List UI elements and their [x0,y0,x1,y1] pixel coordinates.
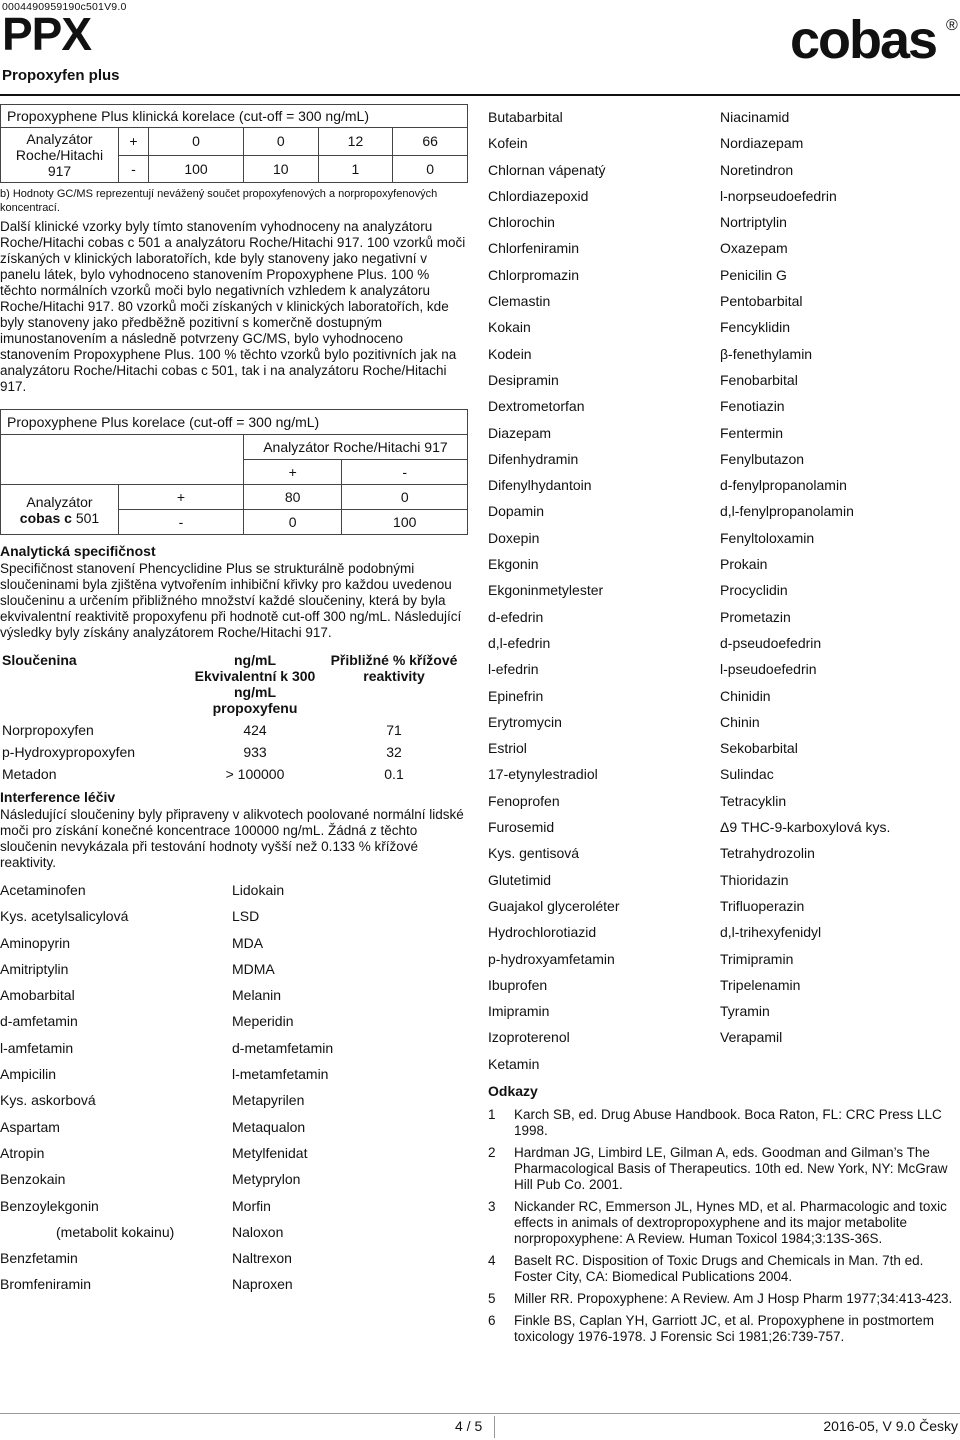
drug-item: Fentermin [720,424,784,441]
drug-item: Tripelenamin [720,976,801,993]
drug-item: Δ9 THC-9-karboxylová kys. [720,819,891,836]
drug-item: Lidokain [232,882,285,898]
clinical-cell: 66 [393,128,468,156]
drug-item: Penicilin G [720,266,787,283]
drug-item: Pentobarbital [720,293,803,310]
drug-item: Aminopyrin [0,934,71,951]
cross-ng: 424 [243,722,267,738]
reference-text: Karch SB, ed. Drug Abuse Handbook. Boca Raton, FL: CRC Press LLC 1998. [514,1106,942,1138]
drug-item: Epinefrin [488,687,544,704]
drug-item: Kofein [488,135,528,152]
reference-text: Miller RR. Propoxyphene: A Review. Am J Hosp Pharm 1977;34:413-423. [514,1290,953,1306]
correlation-sign-plus: + [119,485,244,510]
drug-item: d-pseudoefedrin [720,634,822,651]
drug-item: Sekobarbital [720,740,798,757]
drug-item: Ekgonin [488,556,539,573]
correlation-col-header: Analyzátor Roche/Hitachi 917 [243,435,467,460]
product-name: Propoxyfen plus [2,67,120,84]
drug-item: (metabolit kokainu) [56,1223,175,1240]
reference-item [488,1145,960,1193]
reference-number: 2 [488,1144,496,1160]
correlation-empty-corner [1,435,244,485]
drug-item: Kys. askorbová [0,1092,96,1109]
drug-item: Tetrahydrozolin [720,845,815,862]
drug-item: Bromfeniramin [0,1276,92,1293]
drug-item: Chinin [720,713,760,730]
drug-item: Trifluoperazin [720,897,805,914]
drug-item: LSD [232,908,260,925]
reference-item [488,1253,960,1285]
clinical-sign-plus: + [119,128,149,156]
reference-number: 3 [488,1198,496,1214]
drug-item: Benzoylekgonin [0,1197,99,1214]
document-id: 0004490959190c501V9.0 [2,1,127,13]
drug-item: Ekgoninmetylester [488,582,604,599]
drug-item: Kys. acetylsalicylová [0,908,129,925]
footer-separator [494,1416,495,1438]
left-column [0,104,468,1298]
drug-item: Verapamil [720,1029,783,1046]
clinical-analyzer-label: Analyzátor Roche/Hitachi 917 [1,128,119,183]
cross-pct: 71 [386,722,402,738]
drug-item: Chlorfeniramin [488,240,580,257]
logo-text: cobas [790,10,937,64]
drug-list-right [488,104,960,1077]
clinical-cell: 0 [393,155,468,183]
drug-item: Difenhydramin [488,450,579,467]
clinical-cell: 0 [243,128,318,156]
correlation-row-label [1,485,119,535]
reference-number: 4 [488,1252,496,1268]
clinical-cell: 100 [149,155,244,183]
drug-item: Morfin [232,1197,271,1214]
reference-number: 5 [488,1290,496,1306]
footnote-b: b) Hodnoty GC/MS reprezentují nevážený součet propoxyfenových a norpropoxyfenových koncentrací. [0,188,438,214]
cross-header-ng: ng/mL Ekvivalentní k 300 ng/mL propoxyfenu [194,652,316,716]
correlation-plus-header: + [243,460,342,485]
drug-item: Metaqualon [232,1118,306,1135]
drug-item: Ibuprofen [488,976,548,993]
correlation-cell: 0 [342,485,468,510]
drug-item: MDMA [232,960,275,977]
cross-ng: 933 [243,744,267,760]
reference-number: 1 [488,1106,496,1122]
drug-item: Izoproterenol [488,1029,570,1046]
drug-item: d,l-fenylpropanolamin [720,503,854,520]
interference-text: Následující sloučeniny byly připraveny v alikvotech poolované normální lidské moči pro získání konečné koncentrace 100000 ng/mL. Žádná z těchto sloučenin nevykázala při testování hodnoty vyšší než 0.133 % křížové reaktivity. [0,807,464,870]
drug-item: Niacinamid [720,109,790,125]
reference-item [488,1199,960,1247]
drug-item: Furosemid [488,819,555,836]
drug-item: p-hydroxyamfetamin [488,950,615,967]
correlation-row-label-3: 501 [75,509,100,526]
drug-item: Fenotiazin [720,398,785,415]
correlation-sign-minus: - [119,510,244,535]
drug-item: Kokain [488,319,531,336]
drug-item: Kys. gentisová [488,845,580,862]
drug-item: Amobarbital [0,987,75,1004]
drug-item: Nortriptylin [720,214,787,231]
drug-item: Ketamin [488,1055,540,1072]
cross-pct: 0.1 [384,766,404,782]
drug-item: Metyprylon [232,1171,301,1188]
logo-registered-mark: ® [946,17,958,34]
clinical-cell: 1 [318,155,393,183]
drug-item: Naltrexon [232,1250,292,1267]
drug-list-left [0,877,468,1298]
reference-text: Finkle BS, Caplan YH, Garriott JC, et al. Propoxyphene in postmortem toxicology 1976-1978. J Forensic Sci 1981;26:739-757. [514,1312,934,1344]
drug-item: Aspartam [0,1118,60,1135]
correlation-row-label-1: Analyzátor [26,493,93,510]
drug-item: d-amfetamin [0,1013,78,1030]
footer-divider [0,1413,960,1414]
drug-item: Atropin [0,1144,45,1161]
cobas-logo [790,10,960,64]
drug-item: Chinidin [720,687,771,704]
drug-item: Kodein [488,345,532,362]
clinical-table-title: Propoxyphene Plus klinická korelace (cut-off = 300 ng/mL) [1,105,468,128]
drug-item: l-amfetamin [0,1039,74,1056]
drug-item: Amitriptylin [0,960,69,977]
drug-item: Guajakol glyceroléter [488,897,620,914]
drug-item: Estriol [488,740,527,757]
drug-item: Chlorochin [488,214,555,231]
drug-item: Dextrometorfan [488,398,585,415]
drug-item: Naproxen [232,1276,293,1293]
drug-item: Metylfenidat [232,1144,308,1161]
references-title: Odkazy [488,1082,538,1099]
clinical-cell: 10 [243,155,318,183]
drug-item: d-efedrin [488,608,544,625]
drug-item: Diazepam [488,424,552,441]
cross-reactivity-table [0,649,468,785]
reference-text: Nickander RC, Emmerson JL, Hynes MD, et al. Pharmacologic and toxic effects in animals of dextropropoxyphene and its major metabolite norpropoxyphene: A Review. Human Toxicol 1984;3:13S-36S. [514,1198,947,1246]
correlation-table-title: Propoxyphene Plus korelace (cut-off = 300 ng/mL) [1,410,468,435]
drug-item: Procyclidin [720,582,788,599]
drug-item: Ampicilin [0,1066,57,1083]
cross-compound: Norpropoxyfen [2,722,94,738]
drug-item: 17-etynylestradiol [488,766,598,783]
reference-text: Hardman JG, Limbird LE, Gilman A, eds. Goodman and Gilman’s The Pharmacological Basis of Therapeutics. 10th ed. New York, NY: McGraw Hill Pub Co. 2001. [514,1144,948,1192]
drug-item: Benzfetamin [0,1250,78,1267]
cross-compound: p-Hydroxypropoxyfen [2,744,136,760]
cross-ng: > 100000 [225,766,285,782]
correlation-cell: 0 [243,510,342,535]
drug-item: Melanin [232,987,282,1004]
clinical-sign-minus: - [119,155,149,183]
drug-item: Oxazepam [720,240,788,257]
correlation-row-label-2: cobas c [19,509,72,526]
drug-item: Imipramin [488,1003,550,1020]
drug-item: d,l-trihexyfenidyl [720,924,822,941]
correlation-cell: 100 [342,510,468,535]
drug-item: l-norpseudoefedrin [720,187,837,204]
drug-item: Fenobarbital [720,371,798,388]
drug-item: Fenylbutazon [720,450,805,467]
drug-item: Chlorpromazin [488,266,580,283]
cross-header-compound: Sloučenina [2,652,77,668]
specificity-title: Analytická specifičnost [0,543,156,559]
drug-item: Doxepin [488,529,540,546]
drug-item: Difenylhydantoin [488,477,592,494]
correlation-cell: 80 [243,485,342,510]
correlation-minus-header: - [342,460,468,485]
drug-item: Glutetimid [488,871,552,888]
drug-item: Sulindac [720,766,774,783]
drug-item: Fencyklidin [720,319,791,336]
drug-item: d-fenylpropanolamin [720,477,847,494]
drug-item: Prokain [720,556,768,573]
drug-item: Acetaminofen [0,882,86,898]
drug-item: Hydrochlorotiazid [488,924,597,941]
footer-version: 2016-05, V 9.0 Česky [823,1418,958,1434]
drug-item: Prometazin [720,608,791,625]
drug-item: Noretindron [720,161,794,178]
drug-item: Nordiazepam [720,135,804,152]
drug-item: Naloxon [232,1223,284,1240]
drug-item: d-metamfetamin [232,1039,334,1056]
page-number: 4 / 5 [455,1418,483,1434]
drug-item: l-efedrin [488,661,539,678]
drug-item: Trimipramin [720,950,794,967]
drug-item [720,1051,960,1077]
drug-item: Clemastin [488,293,551,310]
drug-item: l-metamfetamin [232,1066,329,1083]
reference-number: 6 [488,1312,496,1328]
clinical-correlation-table [0,104,468,183]
clinical-cell: 0 [149,128,244,156]
drug-item: Tetracyklin [720,792,787,809]
correlation-table [0,409,468,535]
drug-item: Fenyltoloxamin [720,529,815,546]
drug-item: Chlordiazepoxid [488,187,589,204]
drug-item: Desipramin [488,371,559,388]
product-code: PPX [2,8,92,60]
reference-item [488,1313,960,1345]
drug-item: d,l-efedrin [488,634,551,651]
references-list [488,1107,960,1345]
drug-item: β-fenethylamin [720,345,813,362]
reference-item [488,1107,960,1139]
cross-header-pct: Přibližné % křížové reaktivity [330,652,458,684]
drug-item: MDA [232,934,264,951]
drug-item: Thioridazin [720,871,789,888]
drug-item: Butabarbital [488,109,563,125]
drug-item: Tyramin [720,1003,770,1020]
reference-text: Baselt RC. Disposition of Toxic Drugs and Chemicals in Man. 7th ed. Foster City, CA: Biomedical Publications 2004. [514,1252,924,1284]
cross-pct: 32 [386,744,402,760]
cross-compound: Metadon [2,766,57,782]
drug-item: l-pseudoefedrin [720,661,817,678]
drug-item: Benzokain [0,1171,66,1188]
drug-item: Meperidin [232,1013,294,1030]
drug-item: Dopamin [488,503,545,520]
interference-title: Interference léčiv [0,789,116,805]
clinical-cell: 12 [318,128,393,156]
drug-item: Fenoprofen [488,792,560,809]
drug-item: Metapyrilen [232,1092,305,1109]
specificity-text: Specifičnost stanovení Phencyclidine Plus se strukturálně podobnými sloučeninami byla zjištěna vytvořením inhibiční křivky pro každou uvedenou sloučeninu a určením přibližného množství každé sloučeniny, která by byla ekvivalentní reaktivitě propoxyfenu při hodnotě cut-off 300 ng/mL. Následující výsledky byly získány analyzátorem Roche/Hitachi 917. [0,561,462,640]
header-divider [0,94,960,96]
drug-item: Chlornan vápenatý [488,161,606,178]
clinical-paragraph: Další klinické vzorky byly tímto stanovením vyhodnoceny na analyzátoru Roche/Hitachi cobas c 501 a analyzátoru Roche/Hitachi 917. 100 vzorků moči získaných v klinických laboratořích, kde byly stanoveny jako negativní v panelu látek, bylo vyhodnoceno stanovením Propoxyphene Plus. 100 % těchto normálních vzorků moči bylo negativních vzhledem k analyzátoru Roche/Hitachi 917. 80 vzorků moči získaných v klinických laboratořích, kde byly stanoveny jako předběžně pozitivní s komerčně dostupným imunostanovením a následně potvrzeny GC/MS, bylo vyhodnoceno stanovením Propoxyphene Plus. 100 % těchto vzorků bylo pozitivních jak na analyzátoru Roche/Hitachi cobas c 501, tak i na analyzátoru Roche/Hitachi 917. [0,219,466,394]
reference-item [488,1291,960,1307]
right-column [488,104,960,1345]
drug-item: Erytromycin [488,713,562,730]
